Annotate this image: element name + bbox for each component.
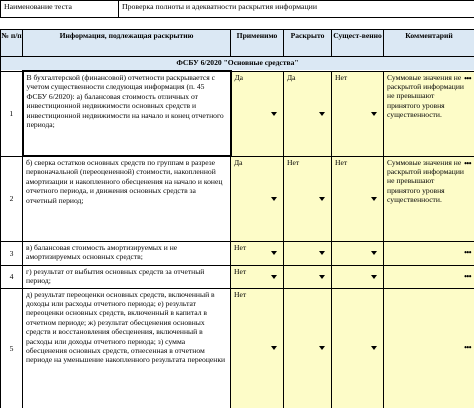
col-header-comment: Комментарий (384, 30, 474, 57)
disclosed-dropdown[interactable] (284, 288, 332, 408)
row-num: 1 (1, 71, 23, 156)
col-header-num: № п/п (1, 30, 23, 57)
dropdown-arrow-icon[interactable] (271, 112, 277, 116)
material-value: Нет (335, 72, 348, 82)
applicable-dropdown[interactable] (231, 265, 284, 288)
test-name-value[interactable]: Проверка полноты и адекватности раскрытия информации (119, 1, 474, 18)
test-name-label: Наименование теста (1, 1, 119, 18)
info-text: в) балансовая стоимость амортизируемых и не амортизируемых основных средств; (26, 242, 178, 261)
dropdown-arrow-icon[interactable] (371, 251, 377, 255)
applicable-dropdown[interactable] (231, 156, 284, 241)
disclosure-table (0, 29, 474, 408)
ellipsis-icon[interactable]: ••• (464, 73, 471, 83)
info-cell[interactable] (23, 241, 231, 265)
dropdown-arrow-icon[interactable] (319, 197, 325, 201)
col-header-info: Информация, подлежащая раскрытию (23, 30, 231, 57)
applicable-value: Нет (234, 242, 247, 252)
table-row (1, 71, 474, 156)
row-num: 2 (1, 156, 23, 241)
material-dropdown[interactable] (332, 156, 384, 241)
table-row (1, 288, 474, 408)
dropdown-arrow-icon[interactable] (271, 251, 277, 255)
disclosed-dropdown[interactable] (284, 71, 332, 156)
table-row (1, 156, 474, 241)
comment-cell[interactable] (384, 265, 474, 288)
table-row (1, 265, 474, 288)
dropdown-arrow-icon[interactable] (319, 251, 325, 255)
info-cell[interactable] (23, 156, 231, 241)
dropdown-arrow-icon[interactable] (319, 275, 325, 279)
ellipsis-icon[interactable]: ••• (464, 343, 471, 352)
applicable-value: Нет (234, 266, 247, 276)
material-value (332, 266, 383, 267)
dropdown-arrow-icon[interactable] (371, 197, 377, 201)
dropdown-arrow-icon[interactable] (271, 275, 277, 279)
info-text: д) результат переоценки основных средств, включенный в доходы или расходы отчетного периода; е) результат переоценки основных средств, включенный в капитал в отчетном периоде; ж) результат обесценения основных средств и восстановления обесценения, включенный в расходы или доходы отчетного периода; з) сумма обесценения основных средств, отнесенная в отчетном периоде на уменьшение накопленного результата переоценки (26, 289, 226, 365)
header-row (1, 30, 474, 57)
comment-cell[interactable] (384, 241, 474, 265)
comment-text: Суммовые значения не раскрытой информации не превышают принятого уровня существенности. (387, 72, 464, 120)
dropdown-arrow-icon[interactable] (271, 346, 277, 350)
disclosed-value (284, 266, 331, 267)
row-num: 5 (1, 288, 23, 408)
disclosed-dropdown[interactable] (284, 156, 332, 241)
dropdown-arrow-icon[interactable] (371, 275, 377, 279)
applicable-dropdown[interactable] (231, 71, 284, 156)
dropdown-arrow-icon[interactable] (371, 112, 377, 116)
ellipsis-icon[interactable]: ••• (464, 158, 471, 168)
comment-text (384, 242, 474, 243)
dropdown-arrow-icon[interactable] (371, 346, 377, 350)
spacer-row (0, 18, 474, 29)
info-text: б) сверка остатков основных средств по группам в разрезе первоначальной (переоцененной) стоимости, накопленной амортизации и накопленного обесценения на начало и конец отчетного периода, и движения основных средств за отчетный период; (26, 158, 223, 205)
comment-text: Суммовые значения не раскрытой информации не превышают принятого уровня существенности. (387, 157, 464, 205)
col-header-disclosed: Раскрыто (284, 30, 332, 57)
info-cell[interactable] (23, 71, 231, 156)
disclosed-value (284, 242, 331, 243)
section-row (1, 57, 474, 72)
material-dropdown[interactable] (332, 241, 384, 265)
section-title: ФСБУ 6/2020 "Основные средства" (1, 57, 474, 72)
col-header-material: Сущест-венно (332, 30, 384, 57)
comment-cell[interactable] (384, 156, 474, 241)
dropdown-arrow-icon[interactable] (319, 346, 325, 350)
applicable-value: Да (234, 157, 243, 167)
ellipsis-icon[interactable]: ••• (464, 271, 471, 281)
material-dropdown[interactable] (332, 288, 384, 408)
comment-cell[interactable] (384, 71, 474, 156)
applicable-value: Да (234, 72, 244, 82)
material-value: Нет (335, 157, 348, 167)
test-name-table (0, 0, 474, 18)
disclosed-value: Да (287, 72, 296, 82)
info-cell[interactable] (23, 265, 231, 288)
info-text: г) результат от выбытия основных средств за отчетный период; (26, 266, 205, 285)
material-dropdown[interactable] (332, 71, 384, 156)
row-num: 3 (1, 241, 23, 265)
info-cell[interactable] (23, 288, 231, 408)
disclosed-value: Нет (287, 157, 300, 167)
disclosed-dropdown[interactable] (284, 265, 332, 288)
applicable-value: Нет (234, 289, 247, 299)
dropdown-arrow-icon[interactable] (319, 112, 325, 116)
comment-text (384, 289, 474, 290)
row-num: 4 (1, 265, 23, 288)
applicable-dropdown[interactable] (231, 288, 284, 408)
comment-cell[interactable] (384, 288, 474, 408)
table-row (1, 241, 474, 265)
disclosed-dropdown[interactable] (284, 241, 332, 265)
comment-text (384, 266, 474, 267)
disclosed-value (284, 289, 331, 290)
dropdown-arrow-icon[interactable] (271, 197, 277, 201)
material-value (332, 242, 383, 243)
ellipsis-icon[interactable]: ••• (464, 248, 471, 257)
info-text: В бухгалтерской (финансовой) отчетности раскрывается с учетом существенности следующая информация (п. 45 ФСБУ 6/2020): а) балансовая стоимость отличных от инвестиционной недвижимости основных средств и инвестиционной недвижимости на начало и конец отчетного периода; (26, 73, 224, 130)
material-value (332, 289, 383, 290)
material-dropdown[interactable] (332, 265, 384, 288)
col-header-applicable: Применимо (231, 30, 284, 57)
applicable-dropdown[interactable] (231, 241, 284, 265)
